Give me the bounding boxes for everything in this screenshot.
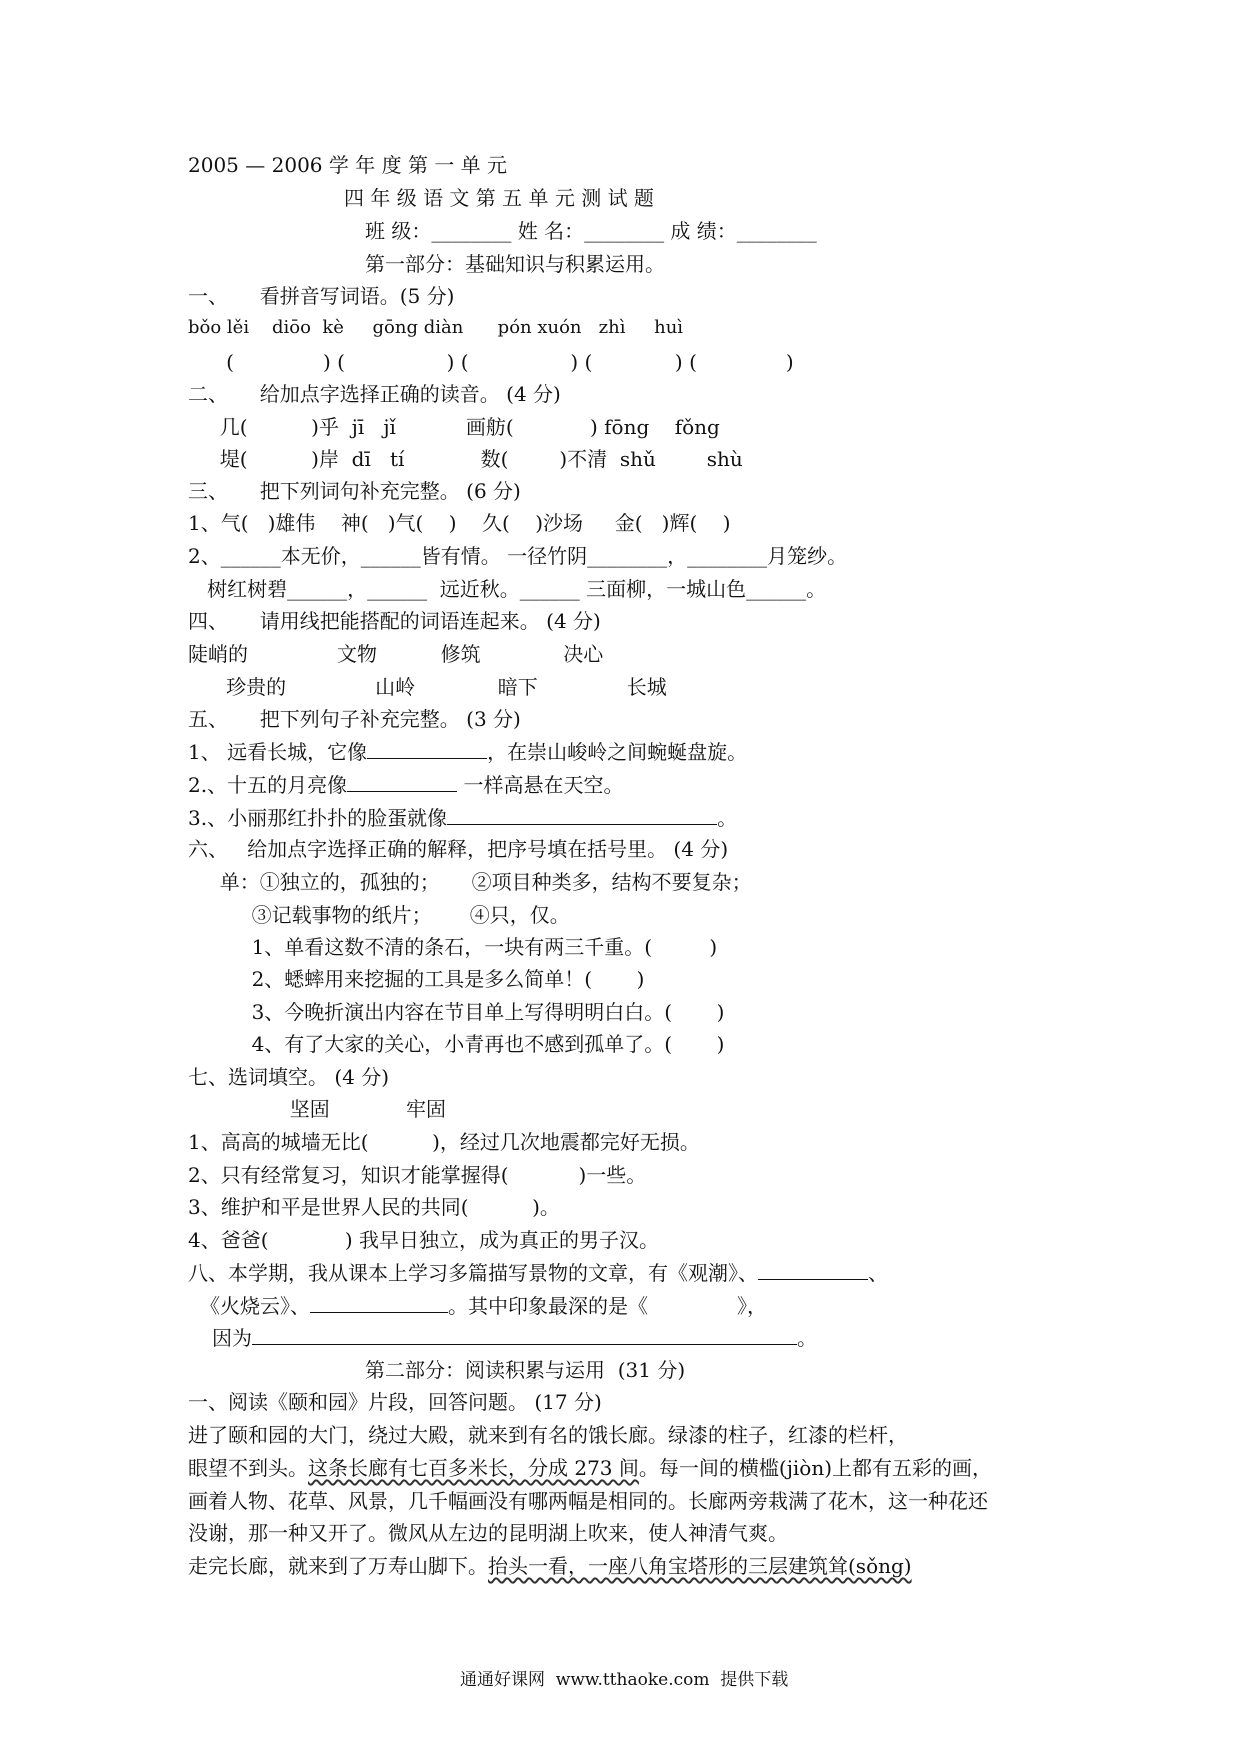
q8-line1 xyxy=(188,1259,888,1286)
reading-p1: 进了颐和园的大门，绕过大殿，就来到有名的饿长廊。绿漆的柱子，红漆的栏杆， xyxy=(188,1423,908,1447)
q7-s4: 4、爸爸( ) 我早日独立，成为真正的男子汉。 xyxy=(188,1228,659,1252)
q5-line2-post: 一样高悬在天空。 xyxy=(457,773,624,797)
q1-blanks: ( ) ( ) ( ) ( ) ( ) xyxy=(188,350,794,374)
q1-heading: 一、 看拼音写词语。(5 分) xyxy=(188,284,455,308)
q5-line2 xyxy=(188,771,623,798)
part2-q1-heading: 一、阅读《颐和园》片段，回答问题。 (17 分) xyxy=(188,1390,602,1414)
q5-blank1[interactable] xyxy=(367,738,487,759)
reading-p2-pre: 眼望不到头。 xyxy=(188,1456,308,1480)
student-info: 班 级：________ 姓 名：________ 成 绩：________ xyxy=(365,219,817,243)
q5-line3-pre: 3.、小丽那红扑扑的脸蛋就像 xyxy=(188,806,448,830)
q6-def1: 单：①独立的，孤独的； ②项目种类多，结构不要复杂； xyxy=(188,870,752,894)
q5-line1-pre: 1、 远看长城，它像 xyxy=(188,740,368,764)
reading-p5-underlined: 抬头一看，一座八角宝塔形的三层建筑耸(sǒng) xyxy=(488,1554,912,1578)
q6-s3: 3、今晚折演出内容在节目单上写得明明白白。( ) xyxy=(188,1000,725,1024)
q6-s1: 1、单看这数不清的条石，一块有两三千重。( ) xyxy=(188,935,718,959)
q8-line1-post: 、 xyxy=(868,1261,888,1285)
q8-line1-pre: 八、本学期，我从课本上学习多篇描写景物的文章，有《观潮》、 xyxy=(188,1261,758,1285)
q6-heading: 六、 给加点字选择正确的解释，把序号填在括号里。 (4 分) xyxy=(188,837,729,861)
q7-words: 坚固 牢固 xyxy=(188,1097,447,1121)
reading-p5 xyxy=(188,1553,912,1579)
q4-heading: 四、 请用线把能搭配的词语连起来。 (4 分) xyxy=(188,609,601,633)
q7-s1: 1、高高的城墙无比( )，经过几次地震都完好无损。 xyxy=(188,1130,700,1154)
q4-row1: 陡峭的 文物 修筑 决心 xyxy=(188,642,604,666)
part1-heading: 第一部分：基础知识与积累运用。 xyxy=(365,252,665,276)
q5-line3 xyxy=(188,804,737,831)
q5-line3-post: 。 xyxy=(717,806,738,830)
q8-blank3[interactable] xyxy=(252,1324,797,1345)
q7-s3: 3、维护和平是世界人民的共同( )。 xyxy=(188,1195,560,1219)
q8-line3-pre: 因为 xyxy=(212,1326,252,1350)
year-heading: 2005 — 2006 学 年 度 第 一 单 元 xyxy=(188,153,508,177)
q7-heading: 七、选词填空。 (4 分) xyxy=(188,1065,390,1089)
reading-p4: 没谢，那一种又开了。微风从左边的昆明湖上吹来，使人神清气爽。 xyxy=(188,1521,788,1545)
q8-line3-post: 。 xyxy=(797,1326,817,1350)
q3-row3: 树红树碧______，______ 远近秋。______ 三面柳，一城山色______。 xyxy=(188,577,827,601)
reading-p2 xyxy=(188,1455,992,1481)
q5-heading: 五、 把下列句子补充完整。 (3 分) xyxy=(188,707,521,731)
reading-p2-underlined: 这条长廊有七百多米长，分成 273 间 xyxy=(308,1456,639,1480)
q6-def2: ③记载事物的纸片； ④只，仅。 xyxy=(188,903,570,927)
q5-line1 xyxy=(188,738,747,765)
q4-row2: 珍贵的 山岭 暗下 长城 xyxy=(188,675,667,699)
part2-heading: 第二部分：阅读积累与运用 (31 分) xyxy=(365,1358,686,1382)
q8-line2 xyxy=(200,1292,767,1319)
footer-text: 通通好课网 www.tthaoke.com 提供下载 xyxy=(460,1670,789,1690)
reading-p2-post: 。每一间的横槛(jiòn)上都有五彩的画， xyxy=(638,1456,993,1480)
q8-blank2[interactable] xyxy=(310,1292,448,1313)
q8-line3 xyxy=(212,1324,817,1351)
q6-s2: 2、蟋蟀用来挖掘的工具是多么简单！( ) xyxy=(188,967,645,991)
q5-line1-post: ，在崇山峻岭之间蜿蜒盘旋。 xyxy=(487,740,748,764)
page-title: 四 年 级 语 文 第 五 单 元 测 试 题 xyxy=(344,186,654,210)
q3-row1: 1、气( )雄伟 神( )气( ) 久( )沙场 金( )辉( ) xyxy=(188,511,731,535)
reading-p5-pre: 走完长廊，就来到了万寿山脚下。 xyxy=(188,1554,488,1578)
q5-blank2[interactable] xyxy=(347,771,457,792)
q7-s2: 2、只有经常复习，知识才能掌握得( )一些。 xyxy=(188,1163,647,1187)
q2-row2: 堤( )岸 dī tí 数( )不清 shǔ shù xyxy=(188,447,743,471)
q8-line2-mid: 。其中印象最深的是《 》， xyxy=(448,1294,768,1318)
q3-heading: 三、 把下列词句补充完整。 (6 分) xyxy=(188,479,521,503)
q8-blank1[interactable] xyxy=(758,1259,868,1280)
q5-line2-pre: 2.、十五的月亮像 xyxy=(188,773,348,797)
q1-pinyin: bǒo lěi diōo kè gōng diàn pón xuón zhì huì xyxy=(188,317,684,338)
q2-row1: 几( )乎 jī jǐ 画舫( ) fōng fǒng xyxy=(188,415,720,439)
q3-row2: 2、______本无价，______皆有情。 一径竹阴________，________月笼纱。 xyxy=(188,544,848,568)
reading-p3: 画着人物、花草、风景，几千幅画没有哪两幅是相同的。长廊两旁栽满了花木，这一种花还 xyxy=(188,1489,988,1513)
q6-s4: 4、有了大家的关心，小青再也不感到孤单了。( ) xyxy=(188,1032,725,1056)
q5-blank3[interactable] xyxy=(447,804,717,825)
q2-heading: 二、 给加点字选择正确的读音。 (4 分) xyxy=(188,382,561,406)
q8-line2-pre: 《火烧云》、 xyxy=(200,1294,310,1318)
